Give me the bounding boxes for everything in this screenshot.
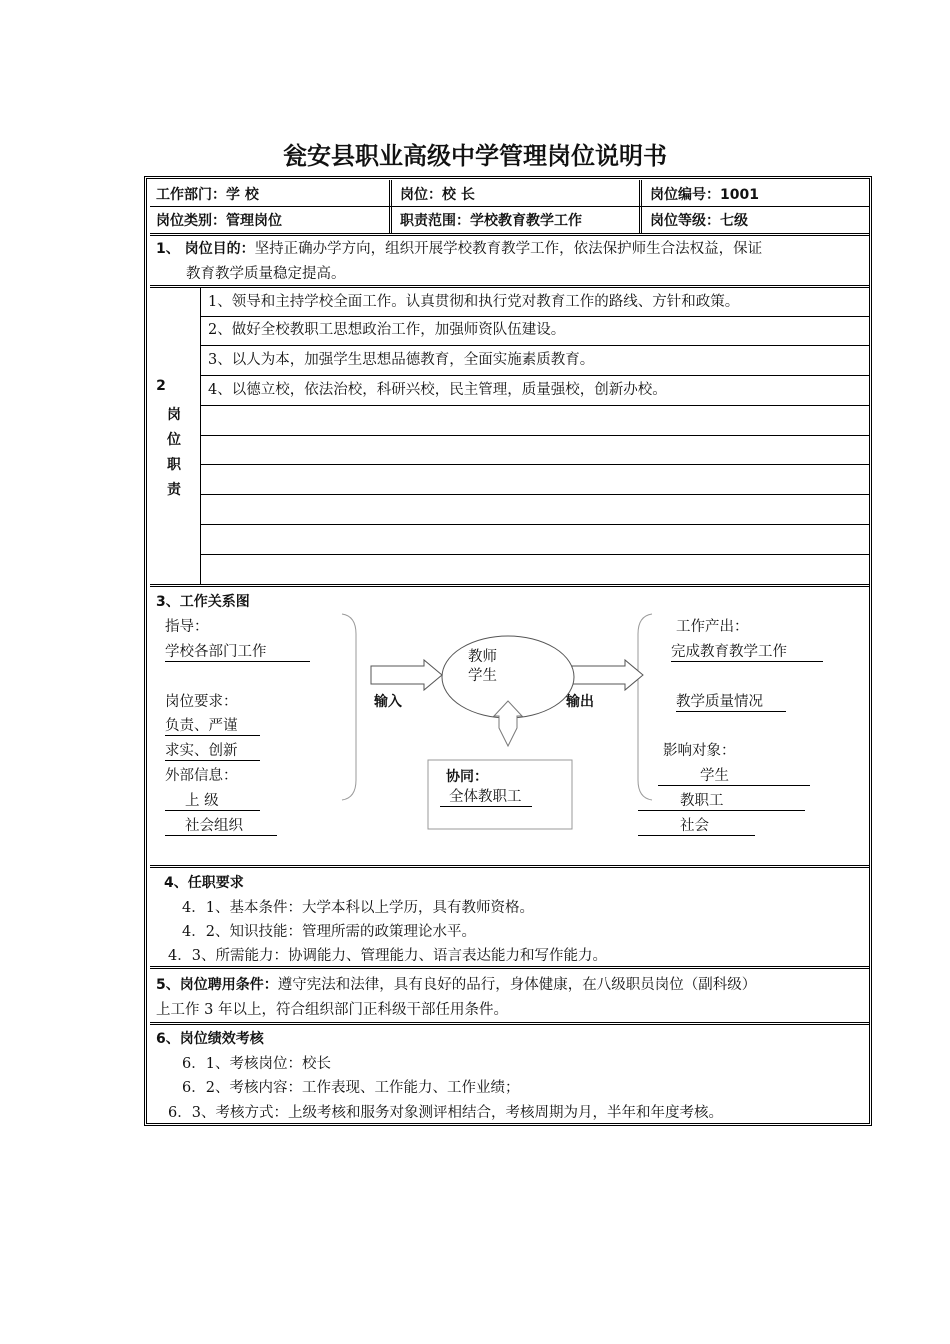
purpose-text: 坚持正确办学方向，组织开展学校教育教学工作，依法保护师生合法权益，保证	[254, 241, 763, 257]
req-label: 岗位要求：	[165, 694, 238, 710]
ext-cell-2	[165, 816, 277, 836]
dept-label: 工作部门：	[156, 187, 226, 203]
product-cell-2	[676, 692, 786, 712]
req-line2: 求实、创新	[165, 742, 260, 761]
hiring-line1	[156, 975, 756, 995]
post-no-value: 1001	[720, 187, 759, 203]
center-line2: 学生	[468, 668, 497, 684]
assessment-item: 6．1、考核岗位：校长	[182, 1056, 331, 1072]
output-label: 输出	[566, 694, 594, 710]
grade-value: 七级	[720, 213, 748, 229]
duty-item: 4、以德立校，依法治校，科研兴校，民主管理，质量强校，创新办校。	[208, 382, 667, 398]
scope-label: 职责范围：	[400, 213, 470, 229]
document-title: 瓮安县职业高级中学管理岗位说明书	[283, 142, 667, 170]
duty-item: 3、以人为本，加强学生思想品德教育，全面实施素质教育。	[208, 352, 595, 368]
ext-cell-1	[165, 791, 260, 811]
req-cell-1	[165, 716, 260, 736]
requirement-item: 4．1、基本条件：大学本科以上学历，具有教师资格。	[182, 900, 534, 916]
output-arrow	[572, 660, 643, 690]
duties-label-char: 岗	[167, 407, 181, 423]
req-cell-2	[165, 741, 260, 761]
dept-value: 学 校	[226, 187, 259, 203]
input-label: 输入	[374, 694, 402, 710]
influence-cell-2	[638, 791, 805, 811]
post-label: 岗位：	[400, 187, 442, 203]
cowork-cell	[440, 787, 532, 807]
left-brace	[342, 614, 356, 800]
duties-label-char: 职	[167, 457, 181, 473]
duty-item: 1、领导和主持学校全面工作。认真贯彻和执行党对教育工作的路线、方针和政策。	[208, 294, 740, 310]
right-brace	[638, 614, 652, 800]
post-value: 校 长	[442, 187, 475, 203]
hiring-line2: 上工作 3 年以上，符合组织部门正科级干部任用条件。	[156, 1002, 508, 1018]
center-line1: 教师	[468, 649, 497, 665]
hiring-text: 遵守宪法和法律，具有良好的品行，身体健康，在八级职员岗位（副科级）	[277, 977, 757, 993]
influence-1: 学生	[658, 767, 810, 786]
product-label: 工作产出：	[676, 619, 749, 635]
category-value: 管理岗位	[226, 213, 282, 229]
purpose-line2: 教育教学质量稳定提高。	[186, 266, 346, 282]
cowork-label: 协同：	[446, 769, 488, 785]
assessment-item: 6．2、考核内容：工作表现、工作能力、工作业绩；	[182, 1080, 520, 1096]
product-value1: 完成教育教学工作	[671, 643, 823, 662]
guide-value: 学校各部门工作	[165, 643, 310, 662]
influence-3: 社会	[638, 817, 755, 836]
assessment-heading: 6、岗位绩效考核	[156, 1031, 264, 1047]
post-no-label: 岗位编号：	[650, 187, 720, 203]
cowork-value: 全体教职工	[440, 788, 532, 807]
purpose-label: 1、 岗位目的：	[156, 241, 255, 257]
requirements-heading: 4、任职要求	[164, 875, 244, 891]
relation-heading: 3、工作关系图	[156, 594, 250, 610]
duty-item: 2、做好全校教职工思想政治工作，加强师资队伍建设。	[208, 322, 566, 338]
influence-label: 影响对象：	[663, 743, 736, 759]
scope-value: 学校教育教学工作	[470, 213, 582, 229]
influence-cell-1	[658, 766, 810, 786]
ext-line2: 社会组织	[165, 817, 277, 836]
influence-cell-3	[638, 816, 755, 836]
grade-label: 岗位等级：	[650, 213, 720, 229]
hiring-label: 5、岗位聘用条件：	[156, 977, 278, 993]
duties-label-char: 位	[167, 432, 181, 448]
requirement-item: 4．3、所需能力：协调能力、管理能力、语言表达能力和写作能力。	[168, 948, 607, 964]
product-value2: 教学质量情况	[676, 693, 786, 712]
influence-2: 教职工	[638, 792, 805, 811]
guide-value-cell	[165, 642, 310, 662]
guide-label: 指导：	[165, 619, 209, 635]
ext-label: 外部信息：	[165, 768, 238, 784]
input-arrow	[371, 660, 442, 690]
req-line1: 负责、严谨	[165, 717, 260, 736]
requirement-item: 4．2、知识技能：管理所需的政策理论水平。	[182, 924, 476, 940]
duties-label-number: 2	[156, 378, 166, 394]
duties-label-char: 责	[167, 482, 181, 498]
ext-line1: 上 级	[165, 792, 260, 811]
assessment-item: 6．3、考核方式：上级考核和服务对象测评相结合，考核周期为月，半年和年度考核。	[168, 1105, 723, 1121]
category-label: 岗位类别：	[156, 213, 226, 229]
product-cell-1	[671, 642, 823, 662]
